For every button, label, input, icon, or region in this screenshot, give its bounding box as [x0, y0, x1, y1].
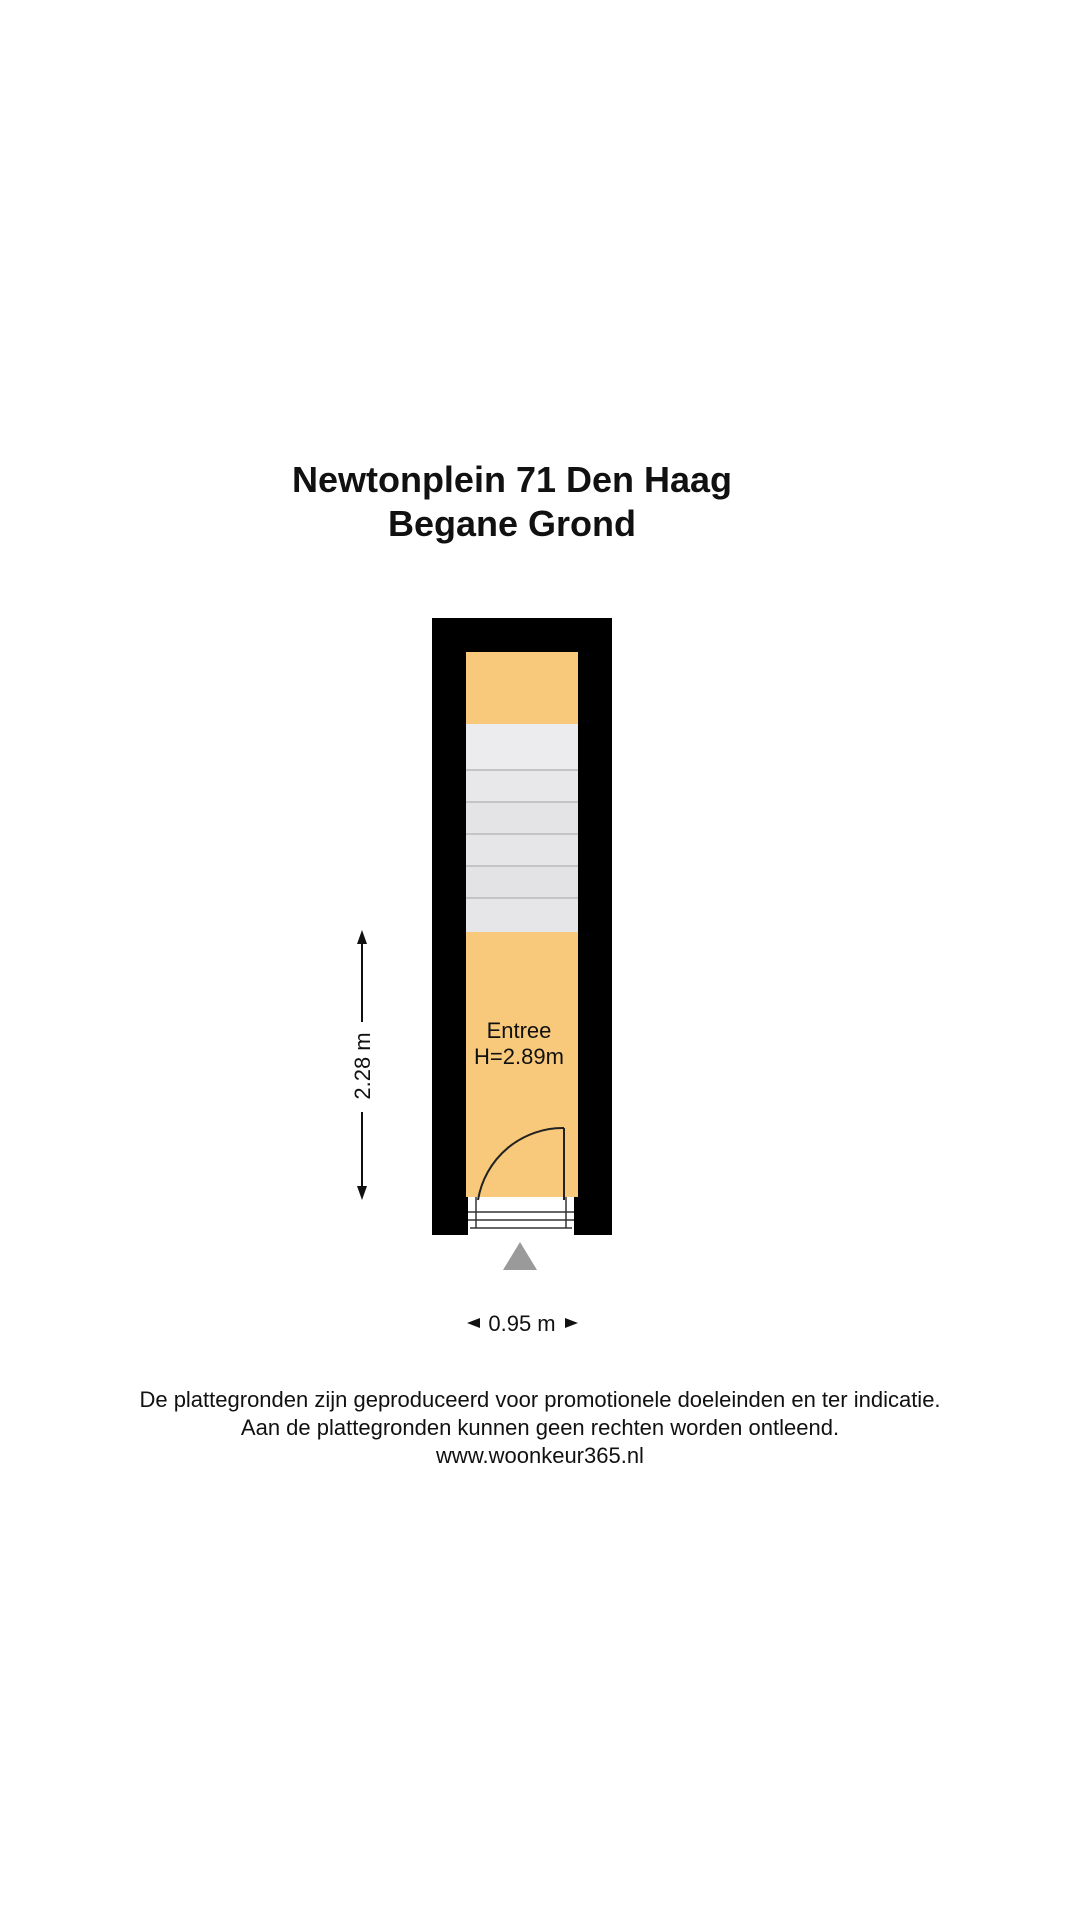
- floor-title: Begane Grond: [387, 503, 637, 544]
- disclaimer: [0, 1386, 1080, 1470]
- staircase: [466, 724, 578, 932]
- room-name: Entree: [486, 1018, 552, 1043]
- website-link[interactable]: www.woonkeur365.nl: [436, 1443, 644, 1468]
- entrance-marker-icon: [503, 1242, 537, 1270]
- disclaimer-line-1: De plattegronden zijn geproduceerd voor promotionele doeleinden en ter indicatie.: [139, 1387, 941, 1412]
- horizontal-dimension-label: 0.95 m: [488, 1311, 556, 1336]
- vertical-dimension-label: 2.28 m: [350, 1032, 375, 1100]
- horizontal-dimension: [467, 1311, 578, 1336]
- room-height: H=2.89m: [474, 1044, 564, 1069]
- disclaimer-line-2: Aan de plattegronden kunnen geen rechten worden ontleend.: [240, 1415, 840, 1440]
- vertical-dimension: [350, 930, 375, 1200]
- address-title: Newtonplein 71 Den Haag: [291, 459, 733, 500]
